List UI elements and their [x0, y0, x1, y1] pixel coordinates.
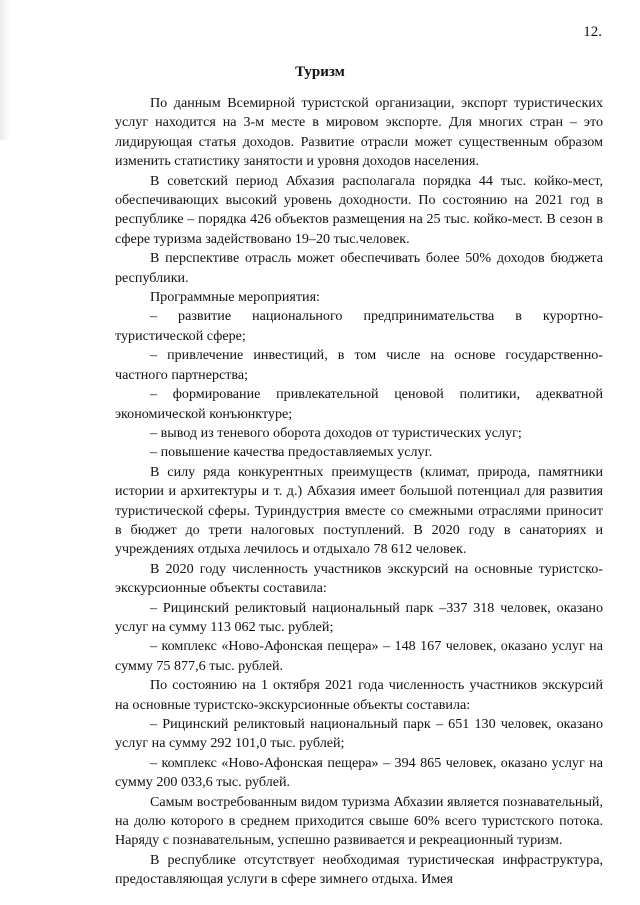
list-item: – повышение качества предоставляемых услуг.	[150, 444, 433, 461]
paragraph: В советский период Абхазия располагала порядка 44 тыс. койко-мест, обеспечивающих высокий уровень доходности. По состоянию на 2021 год в республике – порядка 426 объектов размещения на 25 тыс. койко-мест. В сезон в сфере туризма задействовано 19–20 тыс.человек.	[115, 172, 603, 247]
paragraph: В силу ряда конкурентных преимуществ (климат, природа, памятники истории и архитектуры и т. д.) Абхазия имеет большой потенциал для развития туристической сферы. Туриндустрия вместе со смежными отраслями приносит в бюджет до трети налоговых поступлений. В 2020 году в санаториях и учреждениях отдыха лечилось и отдыхало 78 612 человек.	[115, 463, 603, 558]
list-item: – комплекс «Ново-Афонская пещера» – 148 167 человек, оказано услуг на сумму 75 877,6 тыс. рублей.	[115, 638, 603, 674]
paragraph: По состоянию на 1 октября 2021 года численность участников экскурсий на основные туристско-экскурсионные объекты составила:	[115, 677, 603, 713]
page-number: 12.	[583, 24, 602, 40]
document-body	[115, 94, 603, 890]
paragraph: В республике отсутствует необходимая туристическая инфраструктура, предоставляющая услуги в сфере зимнего отдыха. Имея	[115, 851, 603, 888]
paragraph: В 2020 году численность участников экскурсий на основные туристско-экскурсионные объекты составила:	[115, 560, 603, 597]
list-item: – развитие национального предпринимательства в курортно-туристической сфере;	[115, 308, 603, 344]
list-item: – Рицинский реликтовый национальный парк –337 318 человек, оказано услуг на сумму 113 062 тыс. рублей;	[115, 599, 603, 635]
paragraph: В перспективе отрасль может обеспечивать более 50% доходов бюджета республики.	[115, 250, 603, 286]
list-item: – привлечение инвестиций, в том числе на основе государственно-частного партнерства;	[115, 347, 603, 383]
list-item: – вывод из теневого оборота доходов от туристических услуг;	[150, 424, 522, 441]
section-title: Туризм	[295, 64, 345, 80]
paragraph: Самым востребованным видом туризма Абхазии является познавательный, на долю которого в среднем приходится свыше 60% всего туристского потока. Наряду с познавательным, успешно развивается и рекреационный туризм.	[115, 793, 603, 849]
list-item: – формирование привлекательной ценовой политики, адекватной экономической конъюнктуре;	[115, 386, 603, 422]
list-item: – комплекс «Ново-Афонская пещера» – 394 865 человек, оказано услуг на сумму 200 033,6 тыс. рублей.	[115, 754, 603, 791]
list-item: – Рицинский реликтовый национальный парк – 651 130 человек, оказано услуг на сумму 292 101,0 тыс. рублей;	[115, 716, 603, 752]
paragraph: Программные мероприятия:	[150, 289, 320, 306]
paragraph: По данным Всемирной туристской организации, экспорт туристических услуг находится на 3-м месте в мировом экспорте. Для многих стран – это лидирующая статья доходов. Развитие отрасли может существенным образом изменить статистику занятости и уровня доходов населения.	[115, 95, 603, 170]
